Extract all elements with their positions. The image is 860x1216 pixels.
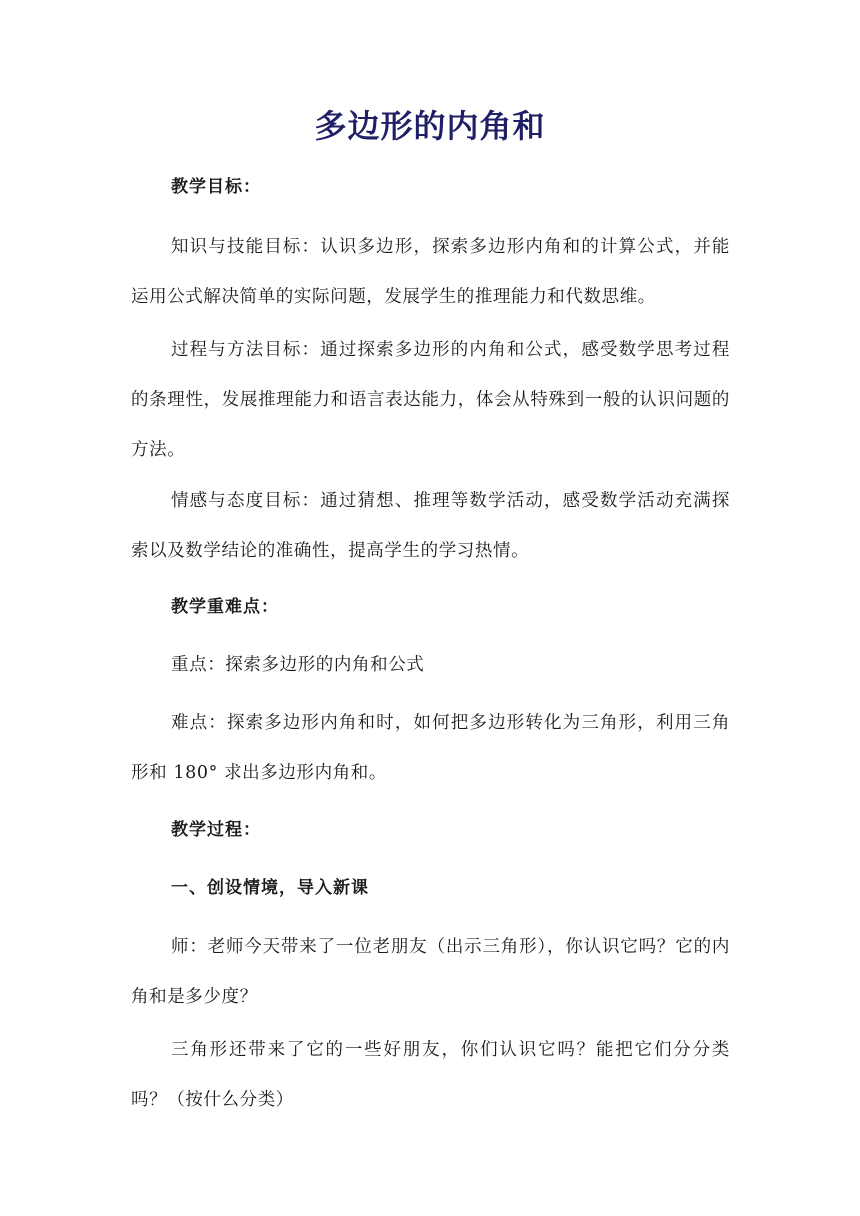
teacher-line-paragraph: 师：老师今天带来了一位老朋友（出示三角形），你认识它吗？它的内角和是多少度？ [131, 937, 730, 1007]
goal-process-paragraph: 过程与方法目标：通过探索多边形的内角和公式，感受数学思考过程的条理性，发展推理能力和语言表达能力，体会从特殊到一般的认识问题的方法。 [131, 340, 730, 460]
goals-heading: 教学目标： [171, 177, 261, 197]
triangle-friends-paragraph: 三角形还带来了它的一些好朋友，你们认识它吗？能把它们分分类吗？（按什么分类） [131, 1040, 730, 1110]
section1-heading: 一、创设情境，导入新课 [171, 878, 369, 898]
key-point-paragraph: 重点：探索多边形的内角和公式 [171, 655, 425, 675]
goal-emotion-paragraph: 情感与态度目标：通过猜想、推理等数学活动，感受数学活动充满探索以及数学结论的准确性，提高学生的学习热情。 [131, 491, 730, 561]
goal-knowledge-paragraph: 知识与技能目标：认识多边形，探索多边形内角和的计算公式，并能运用公式解决简单的实际问题，发展学生的推理能力和代数思维。 [131, 237, 730, 307]
keypoints-heading: 教学重难点： [171, 597, 279, 617]
document-title: 多边形的内角和 [314, 107, 546, 145]
difficult-point-paragraph: 难点：探索多边形内角和时，如何把多边形转化为三角形，利用三角形和 180° 求出多边形内角和。 [131, 713, 730, 783]
process-heading: 教学过程： [171, 820, 261, 840]
